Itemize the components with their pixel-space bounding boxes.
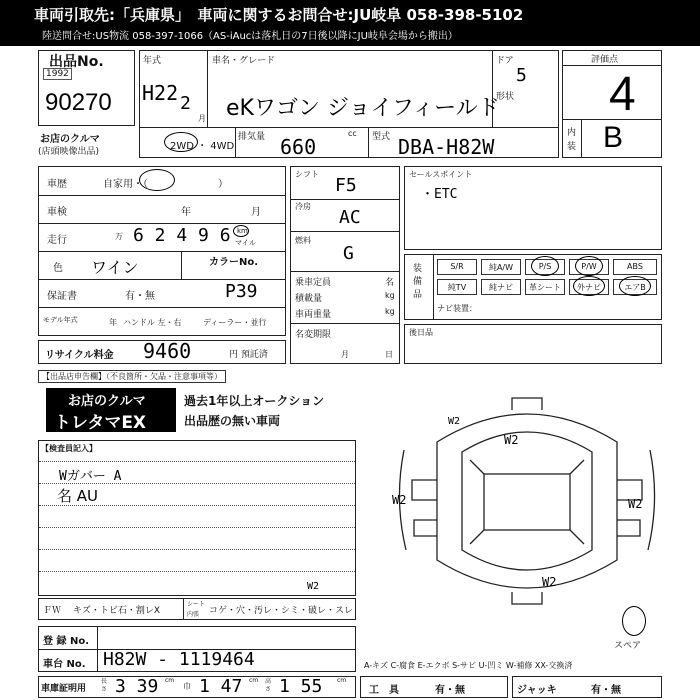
mark-w2-rear: W2 (542, 575, 557, 589)
fw-label: ＦＷ (43, 606, 62, 616)
dimensions-label: 車庫証明用 (41, 684, 87, 694)
store-note-sub: (店頭映像出品) (38, 147, 100, 157)
drive-options: 2WD ・ 4WD (170, 141, 235, 152)
load-label: 積載量 (295, 294, 323, 304)
jack-label: ジャッキ (517, 685, 557, 696)
header-line-2: 陸送問合せ:US物流 058-397-1066（AS-iAucは落札日の7日後以降にJU岐阜会場から搬出） (42, 31, 458, 42)
treta-banner (46, 388, 356, 432)
inspection-month-unit: 月 (251, 207, 261, 218)
store-note: お店のクルマ (40, 134, 100, 145)
equipment-label: 装備品 (413, 264, 423, 300)
reg-label: 登 録 No. (43, 636, 90, 647)
cc-unit: cc (348, 129, 357, 138)
sales-point-box (404, 166, 662, 250)
jack-box (512, 676, 662, 698)
fw-items: キズ・トビ石・割レX (73, 606, 160, 616)
length-cm: cm (165, 677, 175, 684)
width-value: 1 47 (199, 676, 243, 697)
weight-label: 車両重量 (295, 310, 332, 320)
inspector-note-1: Wガバー A (59, 469, 122, 484)
recycle-label: リサイクル料金 (45, 350, 114, 361)
km-circle (233, 225, 249, 237)
model-year-label: モデル年式 (43, 316, 78, 324)
tools-options: 有・無 (435, 685, 465, 696)
ext-navi-circle (573, 276, 605, 296)
banner-brand: トレタマEX (54, 413, 147, 433)
middle-box (290, 166, 400, 364)
month-value: 2 (180, 93, 191, 114)
inspection-label: 車検 (47, 207, 67, 218)
color-no-value: P39 (225, 281, 258, 302)
inspector-label: 【検査員記入】 (41, 444, 97, 453)
seat-label-1: シート (187, 601, 206, 608)
model-label: 型式 (372, 132, 391, 142)
score-value: 4 (609, 68, 636, 121)
damage-legend: A-キズ C-腐食 E-エクボ S-サビ U-凹ミ W-補修 XX-交換済 (364, 661, 573, 670)
dealer-label: ディーラー・並行 (203, 318, 267, 327)
fw-handwritten: W2 (307, 581, 320, 592)
tools-box (360, 676, 508, 698)
ac-value: AC (339, 207, 361, 228)
header-line-1: 車両引取先:「兵庫県」 車両に関するお問合せ:JU岐阜 058-398-5102 (34, 6, 524, 24)
weight-unit: kg (385, 307, 395, 316)
score-label: 評価点 (591, 55, 619, 65)
store-declaration-header: 【出品店申告欄】（不良箇所・欠品・注意事項等） (38, 370, 226, 383)
year-label: 年式 (143, 56, 162, 66)
warranty-options: 有・無 (125, 291, 155, 302)
equip-ps: P/S (525, 259, 565, 275)
interior-label-1: 内 (567, 128, 577, 138)
mark-w2-left: W2 (392, 493, 407, 507)
seat-label-2: 内張 (187, 611, 200, 618)
lot-box (38, 50, 135, 126)
equip-airbag: エアB (613, 279, 657, 295)
shape-label: 形状 (496, 92, 515, 102)
mileage-value: 6 2 4 9 6 (133, 225, 231, 246)
recycle-box (38, 340, 286, 364)
equipment-box (404, 254, 662, 320)
displacement-value: 660 (280, 135, 317, 159)
pw-circle (575, 256, 603, 276)
mileage-man-unit: 万 (115, 232, 123, 241)
header-bar (0, 0, 700, 46)
handle-label: ハンドル 左・右 (123, 318, 182, 327)
spare-label: スペア (614, 641, 642, 651)
capacity-label: 乗車定員 (295, 278, 332, 288)
fuel-value: G (343, 243, 354, 264)
chassis-value: H82W - 1119464 (103, 649, 255, 670)
door-value: 5 (516, 65, 527, 86)
year-value: H22 (142, 81, 179, 105)
name-change-label: 名変期限 (295, 330, 332, 340)
fuel-label: 燃料 (295, 236, 311, 245)
equip-alloy: 純A/W (481, 259, 521, 275)
tools-label: 工 具 (369, 685, 399, 696)
later-parts-box (404, 324, 662, 364)
lot-label: 出品No. (49, 54, 104, 70)
shift-label: シフト (295, 170, 319, 179)
airbag-circle (619, 276, 651, 296)
height-cm: cm (337, 677, 347, 684)
load-unit: kg (385, 291, 395, 300)
mark-w2-roof: W2 (504, 433, 519, 447)
inspection-year-unit: 年 (181, 207, 191, 218)
equip-abs: ABS (613, 259, 657, 275)
inspector-box (38, 440, 356, 596)
equip-ext-navi: 外ナビ (569, 279, 609, 295)
capacity-unit: 名 (385, 278, 395, 288)
displacement-label: 排気量 (238, 132, 266, 142)
banner-desc-2: 出品歴の無い車両 (184, 414, 281, 428)
name-value: eKワゴン ジョイフィールド (226, 96, 500, 121)
color-no-label: カラーNo. (209, 257, 259, 268)
inspector-note-2: 名 AU (57, 487, 99, 505)
lot-number: 90270 (45, 89, 112, 116)
later-parts-label: 後日品 (409, 328, 433, 337)
mark-w2-right: W2 (628, 497, 643, 511)
name-change-month: 月 (341, 350, 349, 359)
mileage-mile-unit: マイル (235, 239, 256, 247)
sales-point-value: ・ETC (421, 187, 458, 202)
history-label: 車歴 (47, 179, 67, 190)
private-use-circle (139, 169, 175, 191)
spare-tire-icon (622, 606, 646, 636)
recycle-unit: 円 預託済 (229, 350, 268, 360)
color-label: 色 (53, 263, 63, 274)
equip-leather: 革シート (525, 279, 565, 295)
length-label: 長さ (101, 678, 108, 693)
garage-dimensions (38, 676, 356, 698)
banner-desc-1: 過去1年以上オークション (184, 394, 325, 408)
banner-title: お店のクルマ (68, 394, 146, 409)
interior-value: B (603, 121, 624, 154)
door-label: ドア (496, 56, 514, 66)
model-year-unit: 年 (109, 318, 117, 327)
lot-year-stamp: 1992 (43, 68, 72, 80)
equip-sr: S/R (437, 259, 477, 275)
shift-value: F5 (335, 175, 357, 196)
ps-circle (531, 256, 559, 276)
registration-box (38, 626, 356, 672)
length-value: 3 39 (115, 676, 159, 697)
interior-label-2: 装 (567, 142, 577, 152)
recycle-value: 9460 (143, 339, 192, 363)
name-change-day: 日 (385, 350, 393, 359)
width-cm: cm (249, 677, 259, 684)
seat-items: コゲ・穴・汚レ・シミ・破レ・スレ (209, 606, 354, 616)
car-damage-diagram (392, 390, 662, 610)
mileage-label: 走行 (47, 235, 67, 246)
warranty-label: 保証書 (47, 291, 77, 302)
equip-navi: 純ナビ (481, 279, 521, 295)
sales-point-label: セールスポイント (409, 170, 473, 179)
name-label: 車名・グレード (212, 56, 276, 66)
width-label: 巾 (183, 682, 191, 691)
model-value: DBA-H82W (398, 135, 495, 159)
navi-label: ナビ装置： (437, 304, 477, 313)
jack-options: 有・無 (591, 685, 621, 696)
drive-circle (164, 132, 198, 152)
score-box (562, 50, 662, 158)
mark-w2-front-left: W2 (448, 416, 461, 427)
month-unit: 月 (198, 114, 206, 123)
history-options: 自家用・（ ） (103, 179, 228, 190)
color-value: ワイン (91, 258, 139, 277)
chassis-label: 車台 No. (43, 659, 86, 670)
ac-label: 冷房 (295, 202, 311, 211)
equip-pw: P/W (569, 259, 609, 275)
history-box (38, 166, 286, 336)
fw-row (38, 581, 356, 620)
vehicle-box (139, 50, 559, 158)
height-value: 1 55 (279, 676, 323, 697)
equip-tv: 純TV (437, 279, 477, 295)
height-label: 高さ (265, 678, 272, 693)
mileage-km-unit: km (237, 227, 248, 235)
